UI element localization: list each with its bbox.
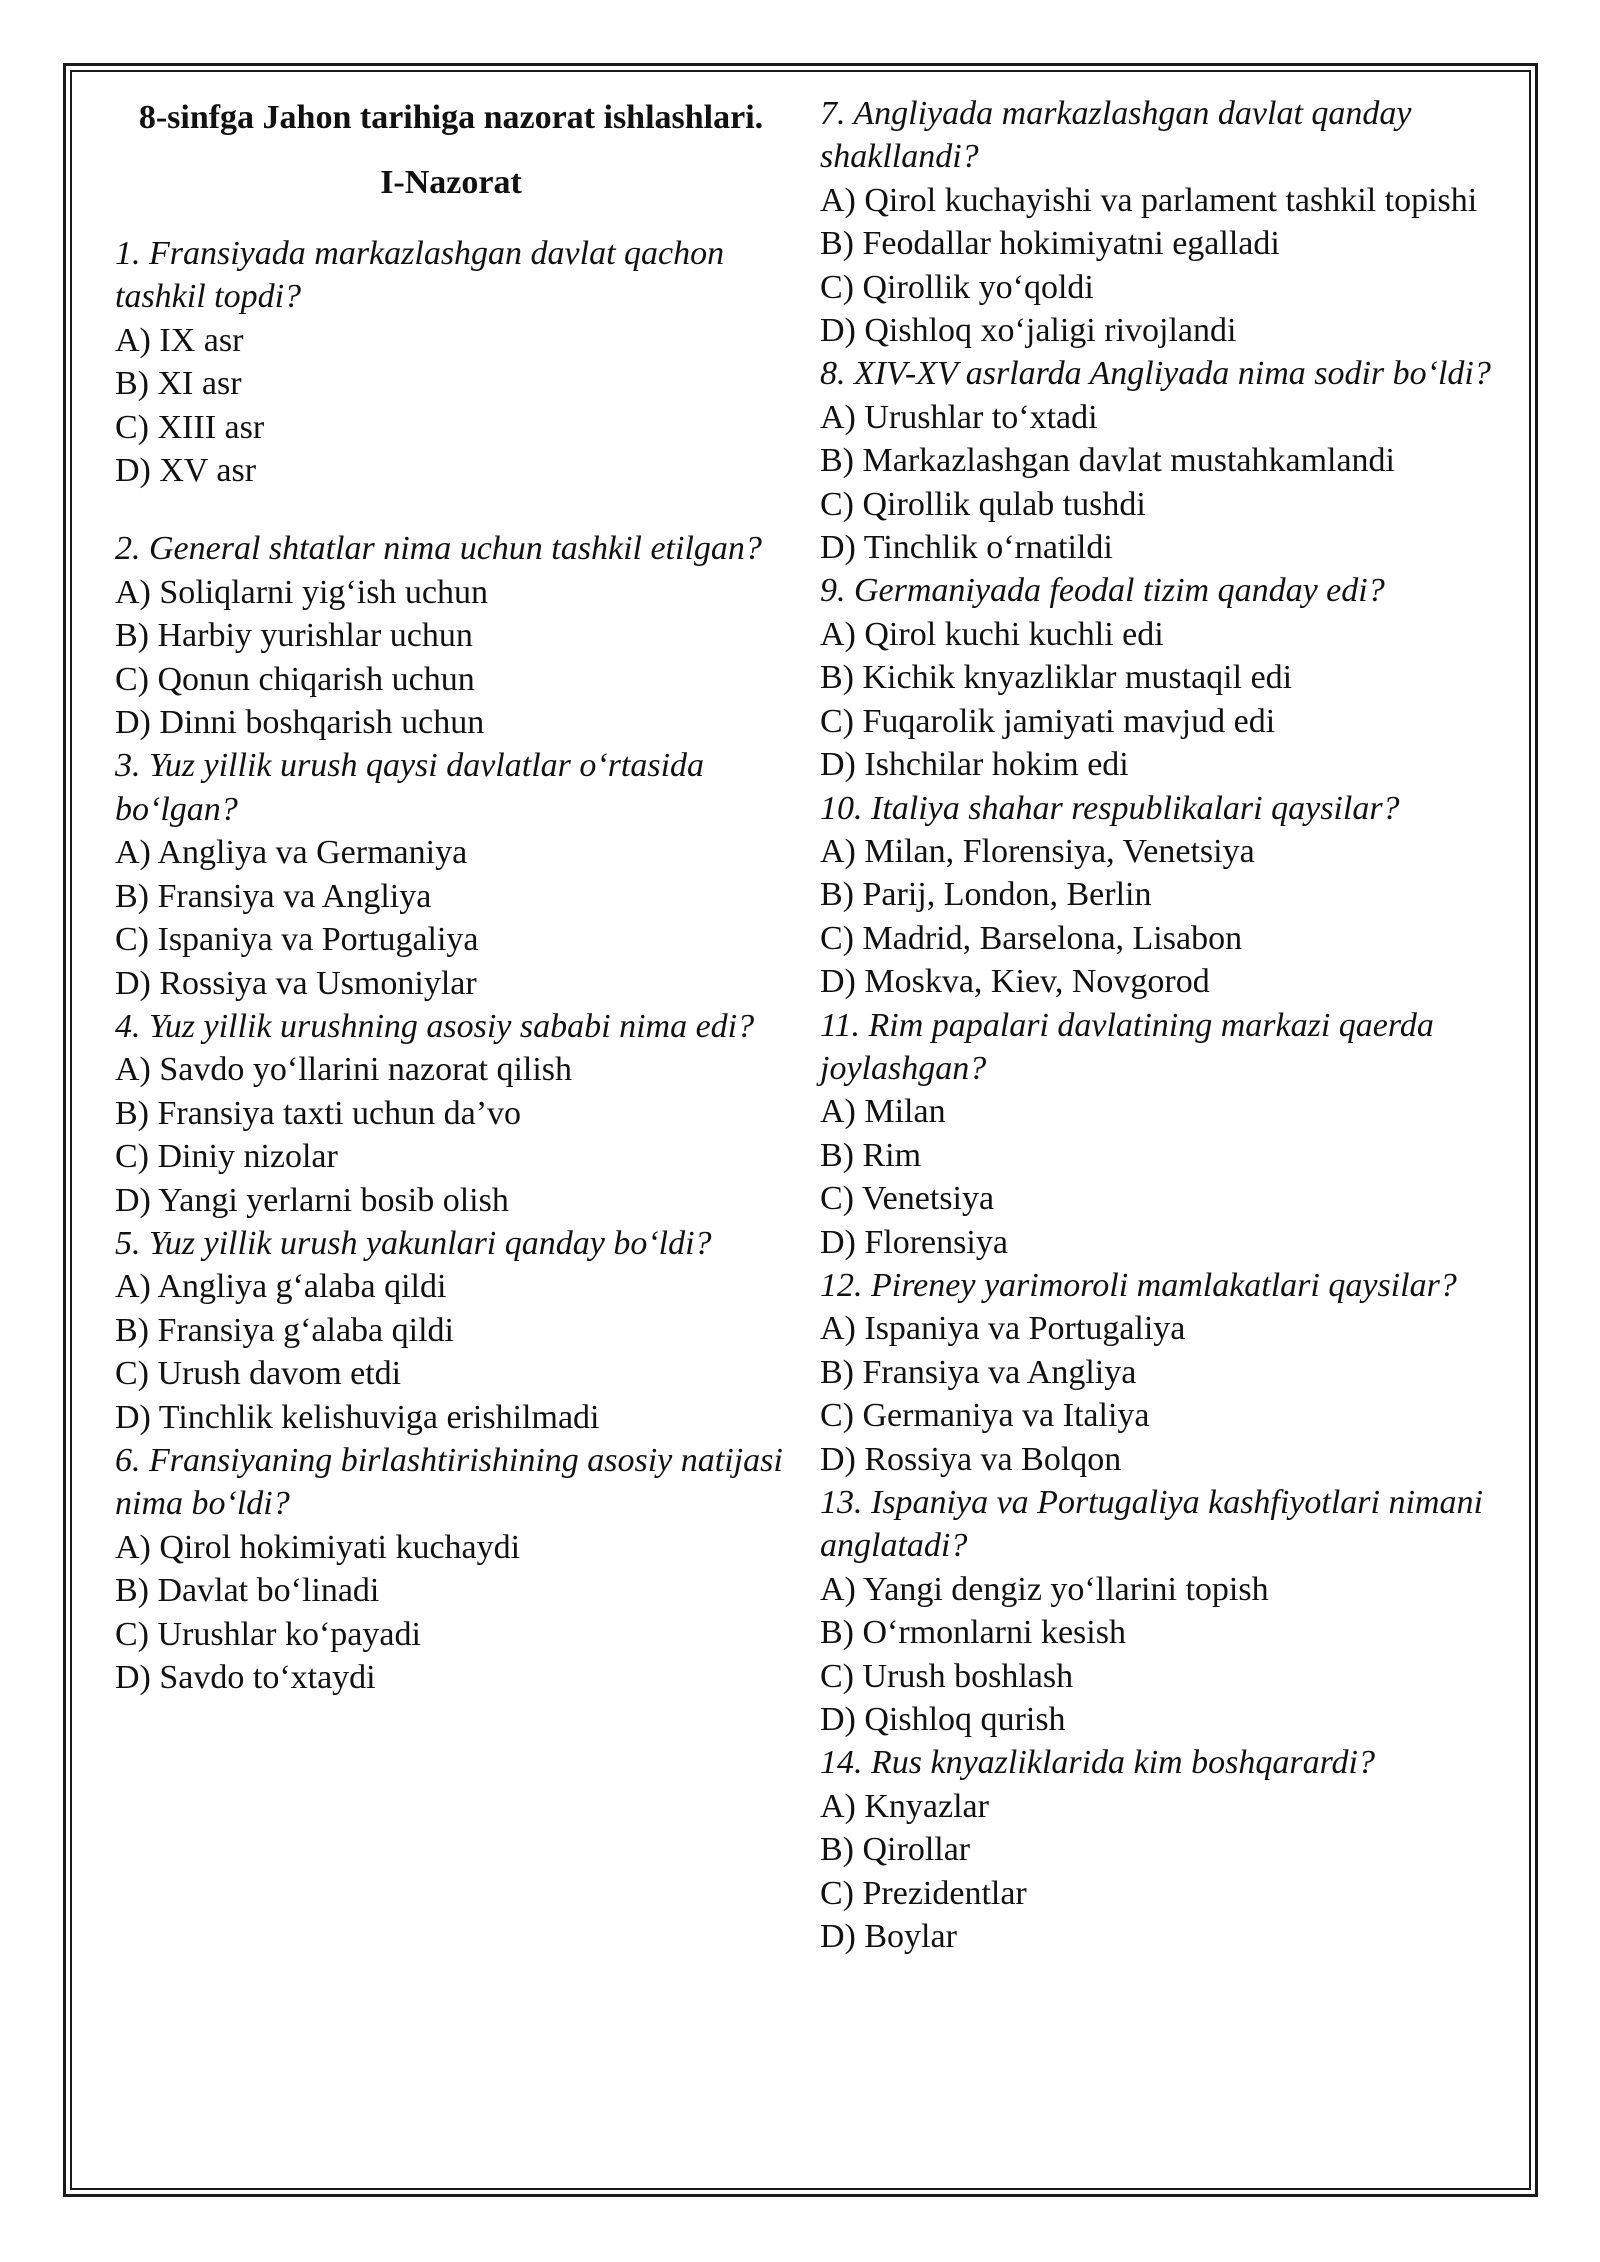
question-text: 4. Yuz yillik urushning asosiy sababi nima edi? — [115, 1007, 755, 1045]
answer-option-b: B) Parij, London, Berlin — [820, 876, 1152, 914]
answer-option-a: A) Milan, Florensiya, Venetsiya — [820, 832, 1255, 870]
answer-option-d: D) Dinni boshqarish uchun — [115, 704, 485, 742]
page-title: 8-sinfga Jahon tarihiga nazorat ishlashlari. — [138, 99, 764, 136]
answer-option-c: C) Qirollik qulab tushdi — [820, 485, 1146, 523]
question-text: 9. Germaniyada feodal tizim qanday edi? — [820, 572, 1385, 610]
answer-option-c: C) Fuqarolik jamiyati mavjud edi — [820, 702, 1276, 740]
answer-option-b: B) O‘rmonlarni kesish — [820, 1614, 1126, 1652]
answer-option-b: B) Harbiy yurishlar uchun — [115, 617, 473, 655]
question-block-13 — [820, 1481, 1510, 1741]
answer-option-b: B) Fransiya g‘alaba qildi — [115, 1311, 454, 1349]
answer-option-d: D) Qishloq qurish — [820, 1701, 1066, 1739]
answer-option-c: C) Qirollik yo‘qoldi — [820, 268, 1094, 306]
answer-option-b: B) Kichik knyazliklar mustaqil edi — [820, 659, 1293, 697]
right-column — [820, 92, 1510, 1958]
answer-option-b: B) XI asr — [115, 365, 242, 403]
question-block-14 — [820, 1741, 1510, 1958]
answer-option-d: D) Boylar — [820, 1918, 957, 1956]
answer-option-b: B) Fransiya va Angliya — [115, 877, 432, 915]
answer-option-c: C) Madrid, Barselona, Lisabon — [820, 919, 1243, 957]
answer-option-d: D) Savdo to‘xtaydi — [115, 1659, 376, 1696]
answer-option-c: C) Urushlar ko‘payadi — [115, 1615, 421, 1653]
answer-option-a: A) Qirol kuchi kuchli edi — [820, 615, 1164, 653]
answer-option-c: C) Urush davom etdi — [115, 1355, 402, 1393]
section-subtitle: I-Nazorat — [380, 164, 522, 201]
answer-option-c: C) Prezidentlar — [820, 1874, 1027, 1912]
answer-option-a: A) Milan — [820, 1093, 946, 1131]
question-text: 1. Fransiyada markazlashgan davlat qachon tashkil topdi? — [115, 235, 725, 316]
answer-option-c: C) Diniy nizolar — [115, 1138, 338, 1176]
answer-option-a: A) Knyazlar — [820, 1787, 989, 1825]
answer-option-c: C) Germaniya va Italiya — [820, 1397, 1150, 1435]
answer-option-c: C) XIII asr — [115, 408, 265, 446]
answer-option-a: A) Yangi dengiz yo‘llarini topish — [820, 1570, 1269, 1608]
question-block-8 — [820, 352, 1510, 569]
question-text: 14. Rus knyazliklarida kim boshqarardi? — [820, 1744, 1375, 1782]
answer-option-c: C) Urush boshlash — [820, 1657, 1074, 1695]
question-block-5 — [115, 1222, 787, 1439]
answer-option-b: B) Davlat bo‘linadi — [115, 1572, 380, 1610]
answer-option-a: A) Qirol kuchayishi va parlament tashkil topishi — [820, 181, 1478, 219]
answer-option-b: B) Fransiya taxti uchun da’vo — [115, 1094, 522, 1132]
question-text: 5. Yuz yillik urush yakunlari qanday bo‘ldi? — [115, 1224, 712, 1262]
answer-option-d: D) Qishloq xo‘jaligi rivojlandi — [820, 312, 1237, 350]
answer-option-a: A) Angliya g‘alaba qildi — [115, 1268, 447, 1306]
answer-option-a: A) Ispaniya va Portugaliya — [820, 1310, 1186, 1348]
answer-option-b: B) Rim — [820, 1136, 922, 1174]
question-block-1 — [115, 232, 787, 492]
question-block-3 — [115, 744, 787, 1004]
question-text: 13. Ispaniya va Portugaliya kashfiyotlari nimani anglatadi? — [820, 1484, 1483, 1565]
answer-option-a: A) Soliqlarni yig‘ish uchun — [115, 573, 489, 611]
question-text: 12. Pireney yarimoroli mamlakatlari qaysilar? — [820, 1266, 1457, 1304]
answer-option-b: B) Fransiya va Angliya — [820, 1353, 1137, 1391]
question-block-10 — [820, 787, 1510, 1004]
answer-option-d: D) Rossiya va Usmoniylar — [115, 964, 477, 1002]
question-block-7 — [820, 92, 1510, 352]
answer-option-b: B) Qirollar — [820, 1831, 971, 1869]
question-text: 2. General shtatlar nima uchun tashkil etilgan? — [115, 530, 762, 568]
question-block-12 — [820, 1264, 1510, 1481]
question-block-11 — [820, 1004, 1510, 1264]
answer-option-a: A) Urushlar to‘xtadi — [820, 398, 1098, 436]
answer-option-d: D) Florensiya — [820, 1223, 1008, 1261]
question-block-2 — [115, 527, 787, 744]
answer-option-a: A) Savdo yo‘llarini nazorat qilish — [115, 1051, 573, 1089]
question-text: 10. Italiya shahar respublikalari qaysilar? — [820, 789, 1400, 827]
left-column — [115, 92, 787, 1699]
answer-option-d: D) Tinchlik o‘rnatildi — [820, 529, 1113, 567]
question-block-4 — [115, 1005, 787, 1222]
question-text: 6. Fransiyaning birlashtirishining asosiy natijasi nima bo‘ldi? — [115, 1441, 783, 1523]
answer-option-d: D) XV asr — [115, 452, 257, 490]
question-text: 11. Rim papalari davlatining markazi qaerda joylashgan? — [820, 1006, 1434, 1087]
answer-option-a: A) Qirol hokimiyati kuchaydi — [115, 1528, 521, 1566]
answer-option-d: D) Rossiya va Bolqon — [820, 1440, 1122, 1478]
answer-option-a: A) Angliya va Germaniya — [115, 834, 468, 872]
question-block-6 — [115, 1439, 787, 1699]
question-text: 8. XIV-XV asrlarda Angliyada nima sodir bo‘ldi? — [820, 355, 1491, 393]
answer-option-d: D) Moskva, Kiev, Novgorod — [820, 963, 1210, 1001]
answer-option-b: B) Markazlashgan davlat mustahkamlandi — [820, 442, 1395, 480]
answer-option-c: C) Ispaniya va Portugaliya — [115, 921, 479, 959]
question-text: 3. Yuz yillik urush qaysi davlatlar o‘rtasida bo‘lgan? — [115, 747, 705, 828]
answer-option-d: D) Yangi yerlarni bosib olish — [115, 1181, 509, 1219]
answer-option-d: D) Tinchlik kelishuviga erishilmadi — [115, 1398, 600, 1436]
answer-option-b: B) Feodallar hokimiyatni egalladi — [820, 225, 1280, 263]
question-block-9 — [820, 569, 1510, 786]
answer-option-d: D) Ishchilar hokim edi — [820, 746, 1129, 784]
question-text: 7. Angliyada markazlashgan davlat qanday shakllandi? — [820, 95, 1412, 176]
answer-option-c: C) Qonun chiqarish uchun — [115, 660, 475, 698]
answer-option-c: C) Venetsiya — [820, 1180, 995, 1218]
answer-option-a: A) IX asr — [115, 321, 244, 359]
